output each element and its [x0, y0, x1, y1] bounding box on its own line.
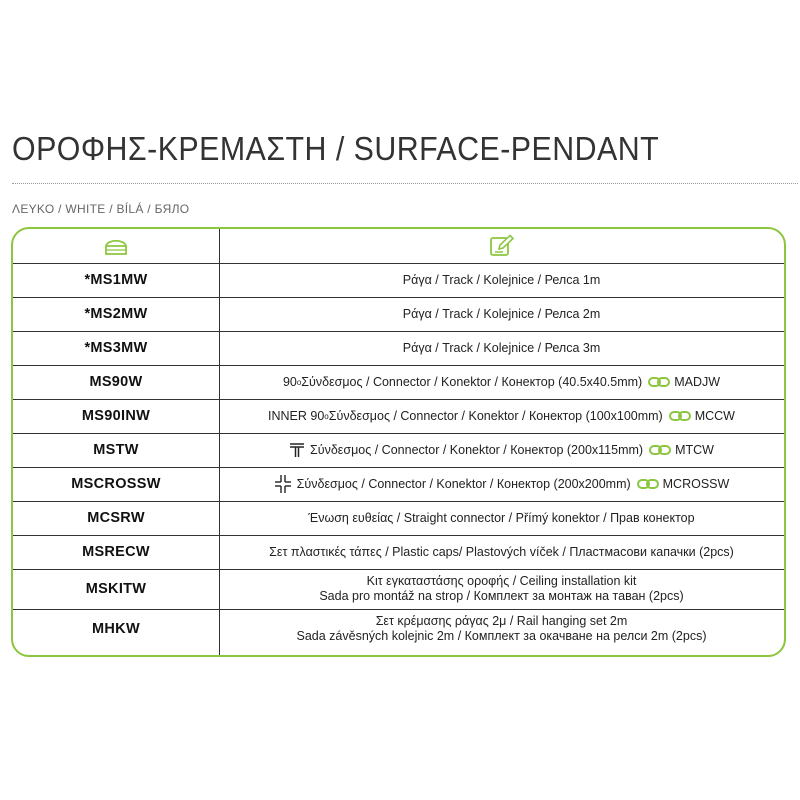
- product-description: [219, 341, 784, 356]
- link-chain-icon: [648, 377, 670, 387]
- product-description: [219, 614, 784, 644]
- table-row: [13, 263, 784, 298]
- product-code: MSKITW: [85, 581, 147, 597]
- desc-line-2: Sada závěsných kolejnic 2m / Комплект за окачване на релси 2m (2pcs): [296, 629, 707, 643]
- table-row: [13, 535, 784, 570]
- link-chain-icon: [649, 445, 671, 455]
- table-row: [13, 569, 784, 610]
- page-title: ΟΡΟΦΗΣ-ΚΡΕΜΑΣΤΗ / SURFACE-PENDANT: [12, 130, 660, 167]
- product-table: [11, 227, 786, 657]
- table-row: [13, 399, 784, 434]
- desc-text: Σύνδεσμος / Connector / Konektor / Конектор (100x100mm): [328, 408, 663, 423]
- table-row: [13, 297, 784, 332]
- desc-text: Ένωση ευθείας / Straight connector / Přímý konektor / Прав конектор: [308, 510, 695, 525]
- product-description: [219, 409, 784, 424]
- product-code: MS90INW: [81, 408, 151, 424]
- table-row: [13, 331, 784, 366]
- product-code: *MS3MW: [84, 340, 148, 356]
- link-chain-icon: [669, 411, 691, 421]
- header-code-cell: [13, 236, 219, 256]
- product-description: [219, 273, 784, 288]
- product-description: [219, 307, 784, 322]
- product-code: MS90W: [89, 374, 143, 390]
- desc-text: Σύνδεσμος / Connector / Konektor / Конектор (200x200mm): [296, 476, 631, 491]
- product-code: *MS2MW: [84, 306, 148, 322]
- desc-prefix: INNER 90: [268, 408, 325, 423]
- edit-note-icon: [489, 234, 515, 258]
- product-code: MSRECW: [82, 544, 150, 560]
- desc-text: Σετ πλαστικές τάπες / Plastic caps/ Plastových víček / Пластмасови капачки (2pcs): [269, 544, 734, 559]
- product-description: [219, 574, 784, 604]
- table-row: [13, 609, 784, 649]
- desc-line-1: Σετ κρέμασης ράγας 2μ / Rail hanging set 2m: [375, 614, 628, 628]
- degree-sup: o: [296, 377, 302, 387]
- product-description: [219, 442, 784, 458]
- desc-text: Ράγα / Track / Kolejnice / Релса 1m: [402, 272, 601, 287]
- cross-connector-icon: [274, 474, 292, 494]
- table-row: [13, 501, 784, 536]
- desc-text: Ράγα / Track / Kolejnice / Релса 2m: [402, 306, 601, 321]
- linked-code: MCCW: [694, 408, 735, 423]
- linked-code: MADJW: [674, 374, 721, 389]
- desc-text: Σύνδεσμος / Connector / Konektor / Конектор (200x115mm): [310, 442, 644, 457]
- desc-text: Ράγα / Track / Kolejnice / Релса 3m: [402, 340, 601, 355]
- product-code: *MS1MW: [84, 272, 148, 288]
- product-description: [219, 474, 784, 494]
- degree-sup: o: [324, 411, 329, 421]
- desc-line-2: Sada pro montáž na strop / Комплект за монтаж на таван (2pcs): [319, 589, 684, 603]
- t-connector-icon: [289, 442, 305, 458]
- product-code: MSCROSSW: [71, 476, 161, 492]
- table-row: [13, 433, 784, 468]
- desc-prefix: 90: [282, 374, 297, 389]
- product-code: MHKW: [92, 621, 140, 637]
- product-description: [219, 511, 784, 526]
- linked-code: MTCW: [675, 442, 714, 457]
- product-description: [219, 545, 784, 560]
- desc-text: Σύνδεσμος / Connector / Konektor / Конектор (40.5x40.5mm): [301, 374, 643, 389]
- desc-line-1: Κιτ εγκαταστάσης οροφής / Ceiling installation kit: [366, 574, 637, 588]
- product-code: MCSRW: [87, 510, 145, 526]
- linked-code: MCROSSW: [662, 476, 730, 491]
- dotted-divider: [12, 183, 798, 184]
- product-description: [219, 375, 784, 390]
- color-variant-label: ΛΕΥΚΟ / WHITE / BÍLÁ / БЯЛО: [12, 202, 190, 216]
- product-box-icon: [103, 236, 129, 256]
- header-desc-cell: [219, 234, 784, 258]
- table-row: [13, 365, 784, 400]
- link-chain-icon: [637, 479, 659, 489]
- product-code: MSTW: [93, 442, 139, 458]
- table-header-row: [13, 229, 784, 264]
- table-row: [13, 467, 784, 502]
